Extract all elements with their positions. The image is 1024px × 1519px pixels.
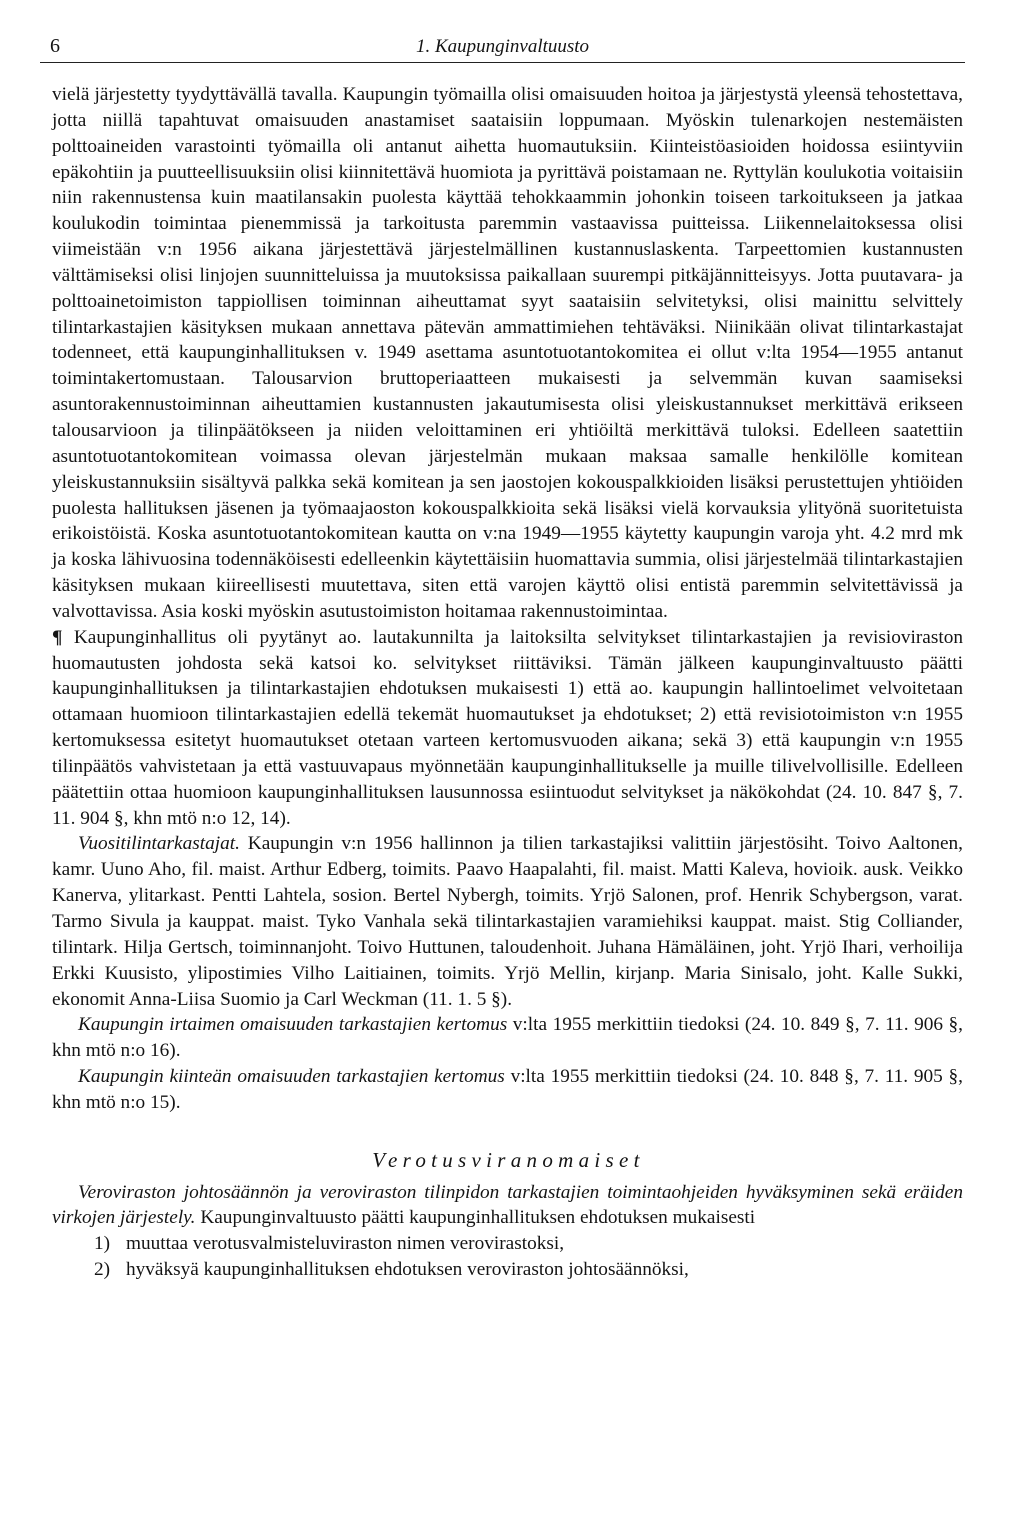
list-item-text: muuttaa verotusvalmisteluviraston nimen verovirastoksi, xyxy=(126,1233,565,1255)
paragraph-text: v:lta 1955 merkittiin tiedoksi (24. 10. 848 §, 7. 11. 905 §, khn mtö n:o 15). xyxy=(52,1066,964,1113)
paragraph-text: Kaupunginhallitus oli pyytänyt ao. lautakunnilta ja laitoksilta selvitykset tilintarkastajien ja revisioviraston huomautusten johdosta sekä katsoi ko. selvitykset riittäviksi. Tämän jälkeen kaupunginvaltuusto päätti kaupunginhallituksen ja tilintarkastajien ehdotuksen mukaisesti 1) että ao. kaupungin hallintoelimet velvoitetaan ottamaan huomioon tilintarkastajien edellä tekemät huomautukset ja ehdotukset; 2) että revisiotoimiston v:n 1955 kertomuksessa esitetyt huomautukset otetaan varteen kertomusvuoden aikana; sekä 3) että kaupungin v:n 1955 tilinpäätös vahvistetaan ja että vastuuvapaus myönnetään kaupunginhallitukselle ja muille tilivelvollisille. Edelleen päätettiin ottaa huomioon kaupunginhallituksen lausunnossa esiintuodut selvitykset ja näkökohdat (24. 10. 847 §, 7. 11. 904 §, khn mtö n:o 12, 14). xyxy=(52,626,963,829)
section-body xyxy=(40,1180,965,1283)
paragraph-text: Kaupungin v:n 1956 hallinnon ja tilien tarkastajiksi valittiin järjestösiht. Toivo Aaltonen, kamr. Uuno Aho, fil. maist. Arthur Edberg, toimits. Paavo Haapalahti, fil. maist. Matti Kaleva, hovioik. ausk. Veikko Kanerva, ylitarkast. Pentti Lahtela, sosion. Bertel Nybergh, toimits. Yrjö Salonen, prof. Henrik Schybergson, varat. Tarmo Sivula ja kauppat. maist. Tyko Vanhala sekä tilintarkastajien varamiehiksi kauppat. maist. Stig Colliander, tilintark. Hilja Gertsch, toiminnanjoht. Toivo Huttunen, taloudenhoit. Juhana Hämäläinen, joht. Yrjö Ihari, verhoilija Erkki Kuusisto, ylipostimies Vilho Laitiainen, toimits. Yrjö Mellin, kirjanp. Maria Sinisalo, joht. Kalle Sukki, ekonomit Anna-Liisa Suomio ja Carl Weckman (11. 1. 5 §). xyxy=(52,833,963,1010)
body-text xyxy=(40,82,965,1116)
paragraph-lead: Vuositilintarkastajat. xyxy=(78,833,240,855)
paragraph xyxy=(52,1064,963,1116)
section-heading: Verotusviranomaiset xyxy=(372,1147,645,1172)
list-number: 1) xyxy=(94,1233,111,1255)
list-item xyxy=(52,1231,963,1257)
paragraph xyxy=(52,831,963,1012)
paragraph xyxy=(52,625,963,832)
page-header xyxy=(40,34,965,63)
list-item xyxy=(52,1257,963,1283)
list-item-text: hyväksyä kaupunginhallituksen ehdotuksen veroviraston johtosäännöksi, xyxy=(126,1259,689,1281)
paragraph-lead: Kaupungin irtaimen omaisuuden tarkastajien kertomus xyxy=(78,1014,508,1036)
paragraph-text: v:lta 1955 merkittiin tiedoksi (24. 10. 849 §, 7. 11. 906 §, khn mtö n:o 16). xyxy=(52,1014,963,1062)
numbered-list xyxy=(52,1231,963,1283)
page-number: 6 xyxy=(50,35,60,57)
running-title: 1. Kaupunginvaltuusto xyxy=(415,36,590,57)
paragraph xyxy=(52,1180,963,1232)
paragraph-lead: Kaupungin kiinteän omaisuuden tarkastajien kertomus xyxy=(78,1066,505,1088)
pilcrow-mark: ¶ xyxy=(52,626,63,648)
paragraph-text: Kaupunginvaltuusto päätti kaupunginhallituksen ehdotuksen mukaisesti xyxy=(195,1207,756,1229)
paragraph: vielä järjestetty tyydyttävällä tavalla. Kaupungin työmailla olisi omaisuuden hoitoa ja järjestystä yleensä tehostettava, jotta niillä tapahtuvat omaisuuden anastamiset saataisiin loppumaan. Myöskin tulenarkojen nestemäisten polttoaineiden varastointi työmailla oli antanut aihetta huomautuksiin. Kiinteistöasioiden hoidossa esiintyviin epäkohtiin ja puutteellisuuksiin olisi kiinnitettävä huomiota ja pyrittävä poistamaan ne. Ryttylän koulukotia voitaisiin niin rakennustensa kuin maatilansakin puolesta käyttää tehokkaammin johonkin toiseen tarkoitukseen ja jatkaa koulukodin toimintaa pienemmissä ja tarkoitusta paremmin vastaavissa puitteissa. Liikennelaitoksessa olisi viimeistään v:n 1956 aikana järjestettävä järjestelmällinen kustannuslaskenta. Tarpeettomien kustannusten välttämiseksi olisi linjojen suunnitteluissa ja muutoksissa paikallaan suurempi pitkäjännitteisyys. Jotta puutavara- ja polttoainetoimiston tappiollisen toiminnan aiheuttamat syyt saataisiin selvitetyksi, olisi mainittu selvittely tilintarkastajien käsityksen mukaan annettava pätevän ammattimiehen tehtäväksi. Niinikään olivat tilintarkastajat todenneet, että kaupunginhallituksen v. 1949 asettama asuntotuotantokomitea ei ollut v:lta 1954—1955 antanut toimintakertomustaan. Talousarvion bruttoperiaatteen mukaisesti ja selvemmän kuvan saamiseksi asuntorakennustoiminnan aiheuttamien kustannusten jakautumisesta olisi yleiskustannukset merkittävä erikseen talousarvioon ja tilinpäätökseen ja niiden veloittaminen eri yhtiöiltä merkittävä tuloksi. Edelleen saatettiin asuntotuotantokomitean voimassa olevan järjestelmän mukaan maksaa samalle henkilölle komitean yleiskustannuksiin sisältyvä palkka sekä komitean ja sen jaostojen kokouspalkkioiden lisäksi perustettujen yhtiöiden puolesta hallituksen jäsenen ja työmaajaoston kokouspalkkioita sekä lisäksi vielä korvauksia ylityönä suoritetuista erikoistöistä. Koska asuntotuotantokomitean kautta on v:na 1949—1955 käytetty kaupungin varoja yht. 4.2 mrd mk ja koska lähivuosina todennäköisesti edelleenkin käytettäisiin huomattavia summia, olisi järjestelmää tilintarkastajien käsityksen mukaan kiireellisesti muutettava, siten että varojen käyttö olisi entistä paremmin selvitettävissä ja valvottavissa. Asia koski myöskin asutustoimiston hoitamaa rakennustoimintaa. xyxy=(52,84,963,622)
list-number: 2) xyxy=(94,1259,111,1281)
paragraph xyxy=(52,1012,963,1064)
paragraph-lead: Veroviraston johtosäännön ja veroviraston tilinpidon tarkastajien toimintaohjeiden hyväksyminen sekä eräiden virkojen järjestely. xyxy=(52,1181,963,1229)
document-page xyxy=(40,34,965,1283)
